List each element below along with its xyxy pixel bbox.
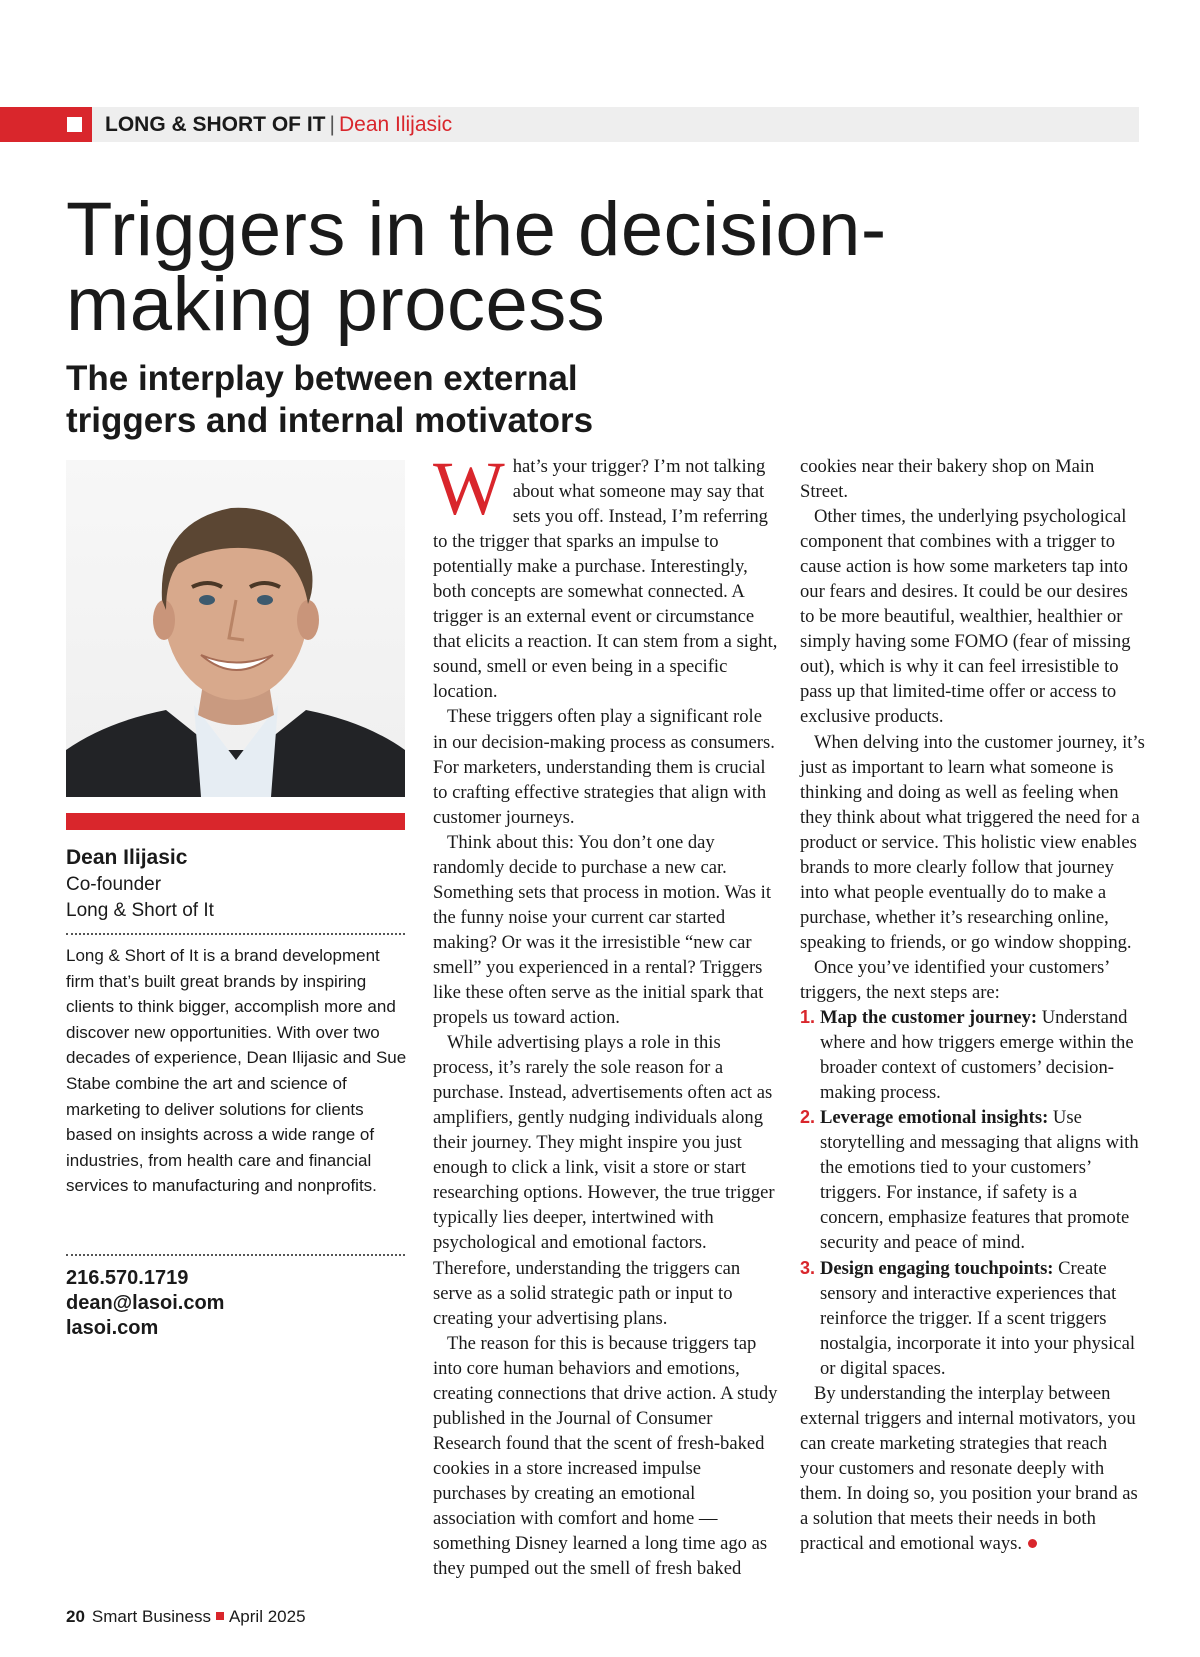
header-separator: | [329,113,335,136]
section-name: LONG & SHORT OF IT [105,113,326,136]
dotted-divider [66,1254,405,1256]
contact-email: dean@lasoi.com [66,1292,225,1314]
dotted-divider [66,933,405,935]
author-company: Long & Short of It [66,900,214,921]
section-header [105,111,452,138]
article-paragraph: These triggers often play a significant role in our decision-making process as consumers. For marketers, understanding them is crucial to crafting effective strategies that align with customer journeys. [433,706,775,828]
step-body: Understand where and how triggers emerge within the broader context of customers’ decision-making process. [820,1007,1134,1104]
step-heading: Map the customer journey: [820,1007,1038,1029]
contact-phone: 216.570.1719 [66,1267,189,1289]
article-subheadline: The interplay between external triggers and internal motivators [66,359,594,440]
step-heading: Leverage emotional insights: [820,1107,1049,1129]
author-photo [66,460,405,797]
square-bullet-icon [67,117,82,132]
step-number: 1. [800,1007,816,1028]
author-name: Dean Ilijasic [66,846,188,869]
drop-cap: W [433,447,505,531]
step-body: Use storytelling and messaging that aligns with the emotions tied to your customers’ triggers. For instance, if safety is a concern, emphasize features that promote security and peace of mind. [820,1107,1139,1254]
article-paragraph: By understanding the interplay between external triggers and internal motivators, you can create marketing strategies that reach your customers and resonate deeply with them. In doing so, you position your brand as a solution that meets their needs in both practical and emotional ways. [800,1382,1138,1555]
author-title: Co-founder [66,874,162,895]
page-number: 20 [66,1607,85,1626]
article-column-3 [800,454,1145,1556]
article-paragraph: Other times, the underlying psychological component that combines with a trigger to cause action is how some marketers tap into our fears and desires. It could be our desires to be more beautiful, wealthier, healthier or simply having some FOMO (fear of missing out), which is why it can feel irresistible to pass up that limited-time offer or access to exclusive products. [800,506,1131,728]
step-item [800,1256,1145,1381]
square-bullet-icon [216,1612,224,1620]
step-body: Create sensory and interactive experiences that reinforce the trigger. If a scent triggers nostalgia, incorporate it into your physical or digital spaces. [820,1257,1135,1379]
article-paragraph: Think about this: You don’t one day randomly decide to purchase a new car. Something sets that process in motion. Was it the funny noise your current car started making? Or was it the irresistible “new car smell” you experienced in a rental? Triggers like these often serve as the initial spark that propels us toward action. [433,831,771,1029]
header-author: Dean Ilijasic [338,113,453,136]
step-number: 3. [800,1257,816,1278]
step-number: 2. [800,1107,816,1128]
step-item [800,1105,1145,1255]
publication-name: Smart Business [91,1607,211,1626]
end-mark-icon [1028,1539,1037,1548]
article-paragraph: The reason for this is because triggers tap into core human behaviors and emotions, creating connections that drive action. A study published in the Journal of Consumer Research found that the scent of fresh-baked cookies in a store increased impulse purchases by creating an emotional association with comfort and home — something Disney learned a long time ago as they pumped out the smell of fresh baked [433,1332,778,1580]
article-paragraph: What’s your trigger? I’m not talking about what someone may say that sets you off. Instead, I’m referring to the trigger that sparks an impulse to potentially make a purchase. Interestingly, both concepts are somewhat connected. A trigger is an external event or circumstance that elicits a reaction. It can stem from a sight, sound, smell or even being in a specific location. [433,447,778,703]
page-footer [66,1606,306,1628]
article-paragraph: When delving into the customer journey, it’s just as important to learn what someone is thinking and doing as well as feeling when they think about what triggered the need for a product or service. This holistic view enables brands to more clearly follow that journey into what people eventually do to make a purchase, whether it’s researching online, speaking to friends, or go window shopping. [800,731,1145,953]
article-paragraph: Once you’ve identified your customers’ triggers, the next steps are: [800,956,1109,1003]
author-bio: Long & Short of It is a brand development firm that’s built great brands by inspiring clients to think bigger, accomplish more and discover new opportunities. With over two decades of experience, Dean Ilijasic and Sue Stabe combine the art and science of marketing to deliver solutions for clients based on insights across a wide range of industries, from health care and financial services to manufacturing and nonprofits. [66,946,407,1196]
step-item [800,1005,1145,1105]
contact-website: lasoi.com [66,1317,159,1339]
article-headline: Triggers in the decision-making process [66,187,887,347]
step-heading: Design engaging touchpoints: [820,1257,1054,1279]
article-column-2 [433,447,778,1581]
issue-date: April 2025 [228,1607,306,1626]
article-paragraph: cookies near their bakery shop on Main Street. [800,456,1095,503]
article-paragraph: While advertising plays a role in this process, it’s rarely the sole reason for a purchase. Instead, advertisements often act as amplifiers, gently nudging individuals along their journey. They might inspire you just enough to click a link, visit a store or start researching options. However, the true trigger typically lies deeper, intertwined with psychological and emotional factors. Therefore, understanding the triggers can serve as a solid strategic path or input to creating your advertising plans. [433,1032,775,1329]
photo-accent-bar [66,813,405,830]
